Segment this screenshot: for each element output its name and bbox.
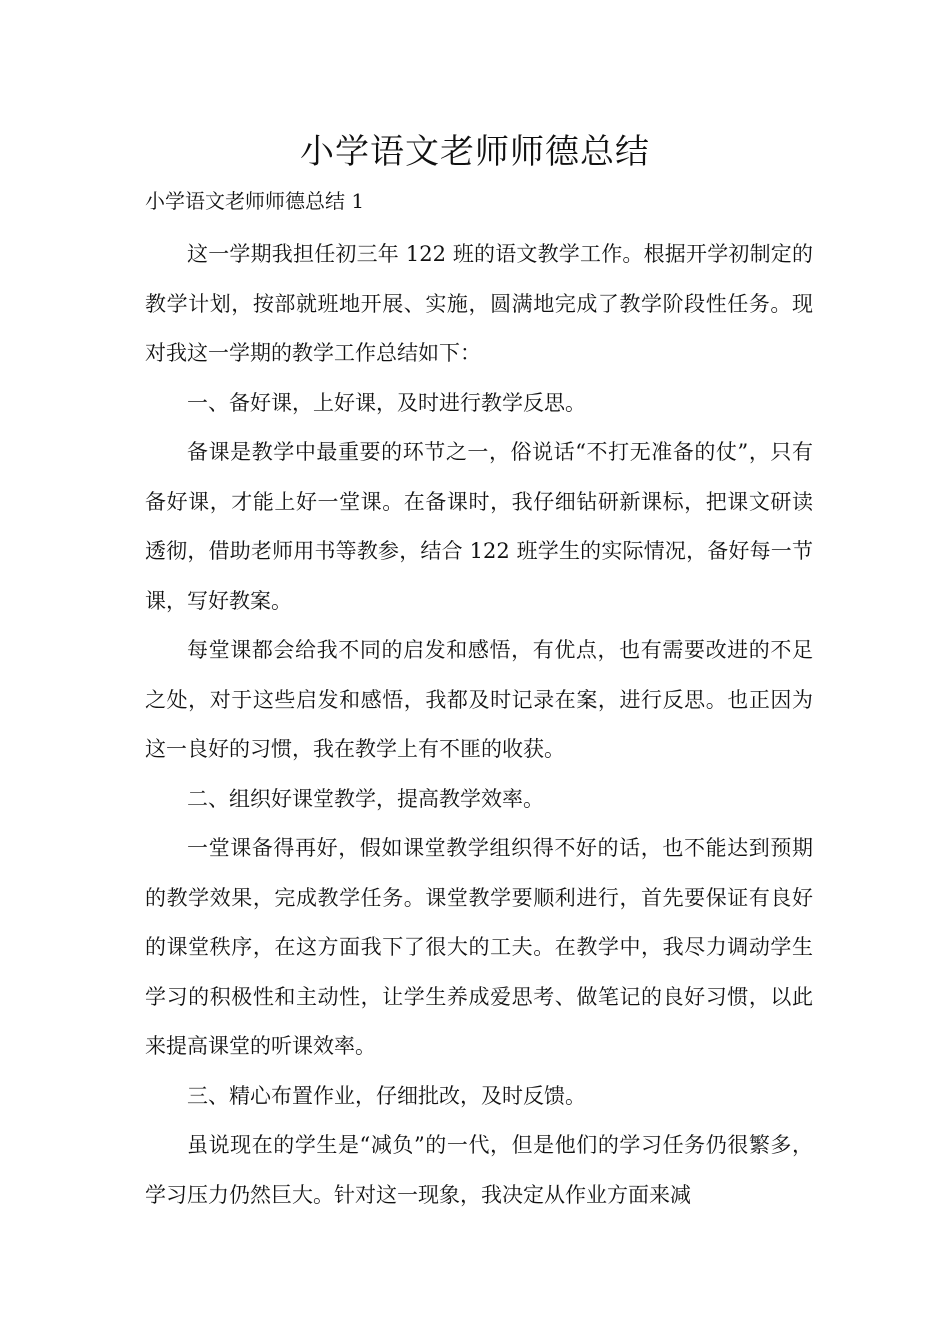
section-heading: 三、精心布置作业，仔细批改，及时反馈。 [187,1083,586,1108]
document-body [145,230,813,1220]
paragraph: 这一学期我担任初三年 122 班的语文教学工作。根据开学初制定的教学计划，按部就班地开展、实施，圆满地完成了教学阶段性任务。现对我这一学期的教学工作总结如下： [145,242,813,365]
section-heading: 二、组织好课堂教学，提高教学效率。 [187,786,544,811]
paragraph: 每堂课都会给我不同的启发和感悟，有优点，也有需要改进的不足之处，对于这些启发和感悟，我都及时记录在案，进行反思。也正因为这一良好的习惯，我在教学上有不匪的收获。 [145,638,813,761]
document-title: 小学语文老师师德总结 [300,132,650,172]
paragraph: 虽说现在的学生是“减负”的一代，但是他们的学习任务仍很繁多，学习压力仍然巨大。针对这一现象，我决定从作业方面来减 [145,1133,813,1207]
paragraph: 一堂课备得再好，假如课堂教学组织得不好的话，也不能达到预期的教学效果，完成教学任务。课堂教学要顺利进行，首先要保证有良好的课堂秩序，在这方面我下了很大的工夫。在教学中，我尽力调动学生学习的积极性和主动性，让学生养成爱思考、做笔记的良好习惯，以此来提高课堂的听课效率。 [145,836,813,1058]
paragraph: 备课是教学中最重要的环节之一，俗说话“不打无准备的仗”，只有备好课，才能上好一堂课。在备课时，我仔细钻研新课标，把课文研读透彻，借助老师用书等教参，结合 122 班学生的实际情况，备好每一节课，写好教案。 [145,440,813,613]
document-subtitle: 小学语文老师师德总结 1 [145,189,365,213]
section-heading: 一、备好课，上好课，及时进行教学反思。 [187,390,586,415]
